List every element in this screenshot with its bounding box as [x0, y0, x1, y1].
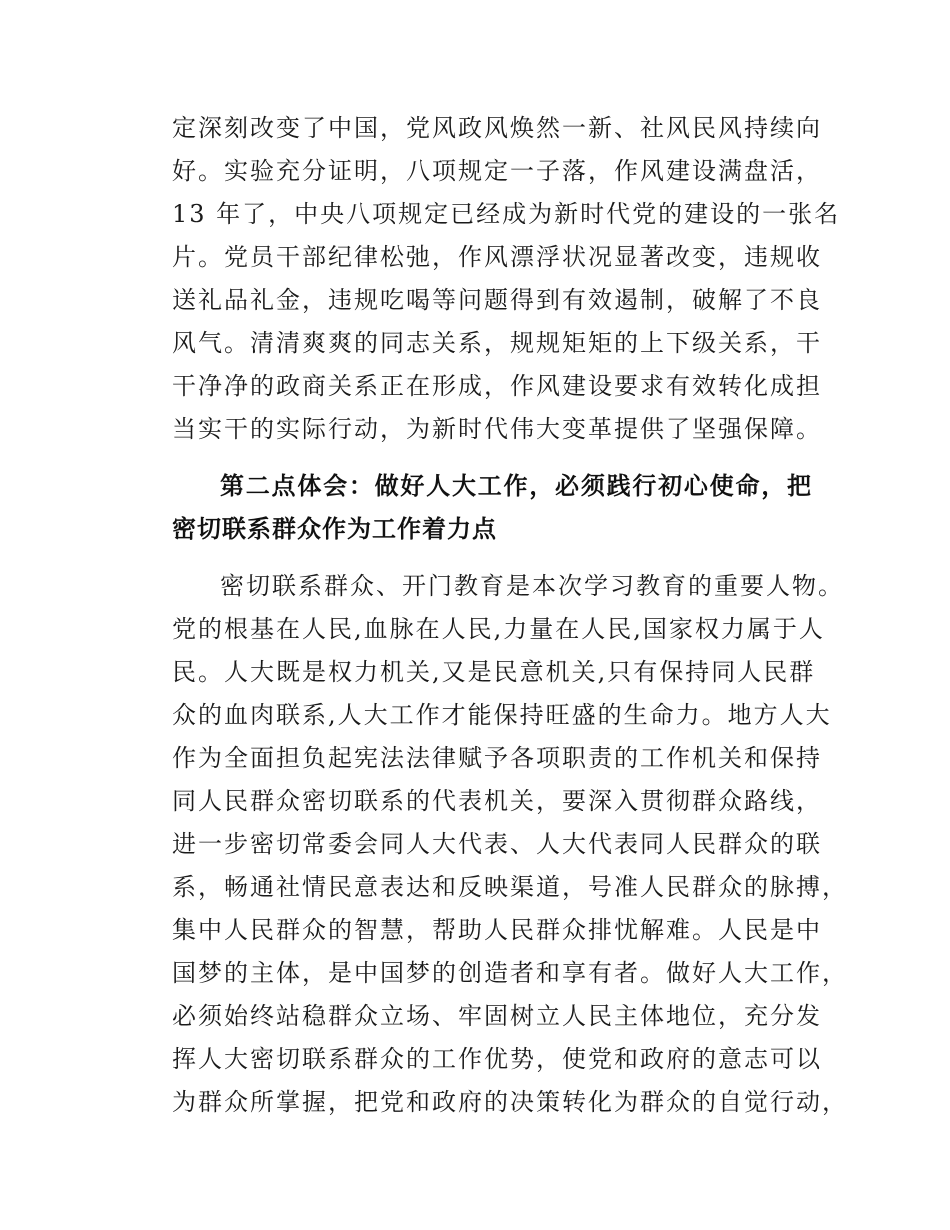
paragraph-1-line: 13 年了，中央八项规定已经成为新时代党的建设的一张名: [172, 200, 841, 228]
paragraph-2-line: 同人民群众密切联系的代表机关，要深入贯彻群众路线，: [172, 787, 822, 815]
paragraph-2-line: 挥人大密切联系群众的工作优势，使党和政府的意志可以: [172, 1045, 822, 1073]
paragraph-1-line: 风气。清清爽爽的同志关系，规规矩矩的上下级关系，干: [172, 329, 822, 357]
paragraph-2-line: 为群众所掌握，把党和政府的决策转化为群众的自觉行动，: [172, 1088, 848, 1116]
section-heading-line: 密切联系群众作为工作着力点: [172, 515, 497, 543]
paragraph-2-line: 民。人大既是权力机关,又是民意机关,只有保持同人民群: [172, 658, 816, 686]
paragraph-1-line: 定深刻改变了中国，党风政风焕然一新、社风民风持续向: [172, 114, 822, 142]
section-heading-line: 第二点体会：做好人大工作，必须践行初心使命，把: [220, 472, 812, 500]
paragraph-2-line: 必须始终站稳群众立场、牢固树立人民主体地位，充分发: [172, 1002, 822, 1030]
paragraph-1-line: 片。党员干部纪律松弛，作风漂浮状况显著改变，违规收: [172, 243, 822, 271]
paragraph-1: [172, 107, 841, 451]
paragraph-1-line: 干净净的政商关系正在形成，作风建设要求有效转化成担: [172, 372, 822, 400]
paragraph-2: [172, 565, 848, 1124]
section-heading-2: [172, 465, 812, 551]
paragraph-2-line: 进一步密切常委会同人大代表、人大代表同人民群众的联: [172, 830, 822, 858]
paragraph-2-line: 集中人民群众的智慧，帮助人民群众排忧解难。人民是中: [172, 916, 822, 944]
paragraph-2-line: 国梦的主体，是中国梦的创造者和享有者。做好人大工作，: [172, 959, 848, 987]
paragraph-2-line: 系，畅通社情民意表达和反映渠道，号准人民群众的脉搏，: [172, 873, 848, 901]
paragraph-2-line: 党的根基在人民,血脉在人民,力量在人民,国家权力属于人: [172, 615, 825, 643]
paragraph-1-line: 当实干的实际行动，为新时代伟大变革提供了坚强保障。: [172, 415, 822, 443]
paragraph-2-line: 作为全面担负起宪法法律赋予各项职责的工作机关和保持: [172, 744, 822, 772]
paragraph-2-line: 密切联系群众、开门教育是本次学习教育的重要人物。: [220, 572, 844, 600]
paragraph-1-line: 好。实验充分证明，八项规定一子落，作风建设满盘活，: [172, 157, 822, 185]
paragraph-2-line: 众的血肉联系,人大工作才能保持旺盛的生命力。地方人大: [172, 701, 832, 729]
paragraph-1-line: 送礼品礼金，违规吃喝等问题得到有效遏制，破解了不良: [172, 286, 822, 314]
